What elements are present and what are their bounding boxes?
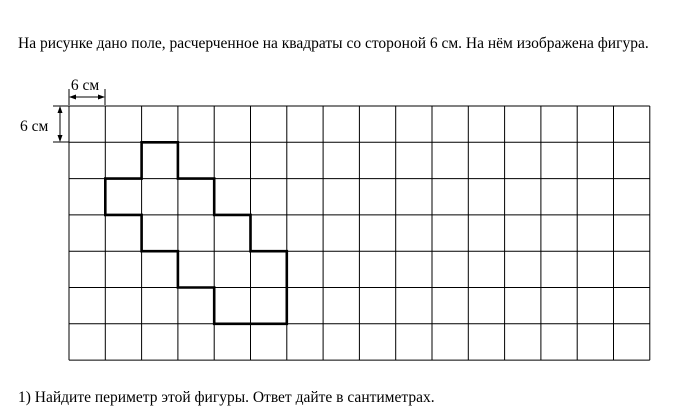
horizontal-dimension-arrow-left	[69, 95, 76, 100]
vertical-dimension-arrow-bottom	[58, 135, 63, 142]
question-1: 1) Найдите периметр этой фигуры. Ответ дайте в сантиметрах.	[18, 389, 435, 406]
grid-lines	[69, 106, 650, 360]
vertical-dimension-label: 6 см	[20, 118, 49, 135]
figure-outline	[105, 142, 286, 323]
horizontal-dimension	[69, 77, 105, 105]
problem-intro: На рисунке дано поле, расчерченное на квадраты со стороной 6 см. На нём изображена фигура.	[18, 35, 649, 52]
horizontal-dimension-label: 6 см	[70, 77, 100, 94]
vertical-dimension-arrow-top	[58, 106, 63, 113]
vertical-dimension	[20, 106, 69, 142]
horizontal-dimension-arrow-right	[98, 95, 105, 100]
